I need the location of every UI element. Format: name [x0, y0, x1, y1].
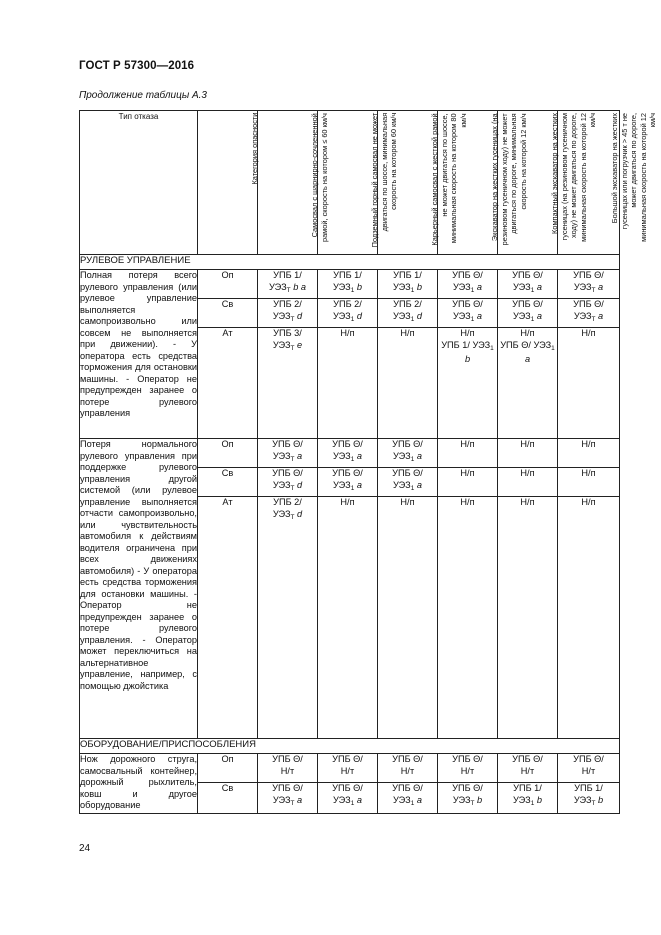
rating-primary: УПБ Θ/	[452, 754, 483, 764]
rating-secondary: УЭЗ	[573, 310, 592, 321]
table-caption: Продолжение таблицы А.3	[79, 90, 207, 101]
failure-description: Нож дорожного струга, самосвальный контейнер, дорожный рыхлитель, ковш и другое оборудование	[80, 754, 198, 814]
rating-primary: УПБ Θ/	[332, 783, 363, 793]
rating-letter: b	[293, 281, 299, 292]
rating-primary: Н/п	[581, 439, 596, 449]
rating-primary: УПБ 2/	[273, 299, 302, 309]
rating-letter: a	[598, 281, 604, 292]
rating-subscript: 1	[410, 455, 415, 463]
hazard-category: Оп	[198, 754, 258, 783]
rating-cell	[438, 783, 498, 814]
rating-primary: УПБ 2/	[393, 299, 422, 309]
rating-subscript: 1	[410, 799, 415, 807]
rating-letter: b	[464, 354, 471, 365]
rating-primary: Н/п	[400, 497, 415, 507]
section-row	[80, 739, 620, 754]
failure-description: Потеря нормального рулевого управления при поддержке рулевого управления другой системой (или рулевое управление выполняется отчасти самопроизвольно, или чувствительность автомобиля к действиям водителя ограничена при всех движениях автомобиля) - У оператора есть средства торможения для остановки машины. - Оператор не предупрежден заранее о потере рулевого управления. - Оператор может переключиться на альтернативное управление, например, с помощью джойстика	[80, 439, 198, 739]
rating-cell	[318, 299, 378, 328]
rating-subscript: T	[591, 286, 596, 294]
hazard-category: Оп	[198, 439, 258, 468]
rating-letter: e	[297, 339, 303, 350]
rating-letter: d	[297, 310, 303, 321]
rating-primary: Н/п	[520, 497, 535, 507]
rating-primary: УПБ Θ/	[272, 754, 303, 764]
header-row	[80, 111, 620, 255]
rating-letter: a	[536, 310, 542, 321]
rating-secondary: УЭЗ	[272, 479, 291, 490]
rating-cell	[558, 497, 620, 739]
rating-subscript: T	[290, 315, 295, 323]
rating-primary: УПБ Θ/	[452, 783, 483, 793]
hazard-table	[79, 110, 658, 814]
rating-subscript: T	[591, 799, 596, 807]
rating-primary: УПБ Θ/	[392, 754, 423, 764]
rating-subscript: T	[290, 455, 295, 463]
rating-cell	[318, 754, 378, 783]
document-title: ГОСТ Р 57300—2016	[79, 60, 195, 72]
rating-primary: УПБ 2/	[333, 299, 362, 309]
header-category: Категория опасности	[198, 111, 258, 255]
rating-letter: b	[416, 281, 422, 292]
rating-cell	[378, 270, 438, 299]
rating-letter: b	[356, 281, 362, 292]
rating-primary: УПБ 3/	[273, 328, 302, 338]
rating-letter: a	[416, 794, 422, 805]
rating-secondary: УЭЗ	[513, 281, 531, 292]
rating-primary: УПБ Θ/	[452, 299, 483, 309]
rating-cell	[438, 299, 498, 328]
rating-subscript: 1	[470, 315, 475, 323]
rating-secondary: УЭЗ	[272, 339, 291, 350]
section-title: ОБОРУДОВАНИЕ/ПРИСПОСОБЛЕНИЯ	[80, 739, 620, 754]
rating-cell	[318, 328, 378, 439]
rating-cell	[378, 783, 438, 814]
rating-subscript: 1	[551, 344, 555, 352]
rating-primary: Н/п	[460, 439, 475, 449]
rating-secondary: УЭЗ	[453, 310, 471, 321]
rating-cell	[558, 754, 620, 783]
rating-letter: a	[524, 354, 531, 365]
rating-cell	[318, 468, 378, 497]
rating-secondary: УЭЗ	[333, 281, 351, 292]
rating-secondary: УЭЗ	[513, 794, 531, 805]
rating-cell	[318, 497, 378, 739]
rating-cell	[258, 270, 318, 299]
rating-subscript: T	[286, 286, 291, 294]
rating-primary: УПБ Θ/	[512, 754, 543, 764]
rating-subscript: 1	[530, 315, 535, 323]
hazard-category: Ат	[198, 497, 258, 739]
rating-secondary: УЭЗ	[272, 310, 291, 321]
rating-cell	[378, 299, 438, 328]
rating-primary: УПБ Θ/	[452, 270, 483, 280]
rating-secondary: УЭЗ	[393, 310, 411, 321]
rating-cell	[378, 328, 438, 439]
rating-cell	[378, 439, 438, 468]
rating-cell	[498, 497, 558, 739]
failure-description: Полная потеря всего рулевого управления (или рулевое управление выполняется самопроизвольно или совсем не выполняется при движении). - У оператора есть средства торможения для остановки машины. - Оператор не предупрежден заранее о потере рулевого управления	[80, 270, 198, 439]
rating-secondary: УЭЗ	[333, 310, 351, 321]
rating-subscript: T	[591, 315, 596, 323]
rating-cell	[378, 497, 438, 739]
rating-cell	[498, 270, 558, 299]
rating-cell	[258, 468, 318, 497]
rating-subscript: 1	[350, 799, 355, 807]
rating-letter: a	[356, 450, 362, 461]
rating-letter: a	[536, 281, 542, 292]
rating-primary: Н/п	[581, 468, 596, 478]
rating-primary: УПБ 2/	[273, 497, 302, 507]
rating-letter: b	[536, 794, 542, 805]
rating-cell	[438, 439, 498, 468]
rating-subscript: 1	[350, 315, 355, 323]
rating-subscript: T	[290, 344, 295, 352]
rating-secondary: УПБ Θ/ УЭЗ	[500, 339, 552, 350]
section-row	[80, 255, 620, 270]
rating-secondary: УЭЗ	[333, 450, 351, 461]
rating-subscript: T	[290, 484, 295, 492]
rating-primary: УПБ Θ/	[512, 270, 543, 280]
rating-secondary: УПБ 1/ УЭЗ	[441, 339, 491, 350]
rating-subscript: 1	[530, 799, 535, 807]
rating-secondary: Н/т	[581, 765, 596, 776]
rating-cell	[438, 468, 498, 497]
rating-secondary: УЭЗ	[393, 450, 411, 461]
rating-primary: УПБ Θ/	[573, 754, 604, 764]
rating-subscript: T	[290, 513, 295, 521]
rating-cell	[498, 754, 558, 783]
rating-secondary: Н/т	[400, 765, 415, 776]
rating-secondary: УЭЗ	[272, 794, 291, 805]
rating-cell	[258, 497, 318, 739]
header-machine-5: Компактный экскаватор на жестких гусеницах (на резиновом гусеничном ходу) не может двигаться по дороге, минимальная скорость на которой 12 км/ч	[498, 111, 558, 255]
rating-cell	[438, 497, 498, 739]
rating-subscript: 1	[410, 315, 415, 323]
rating-cell	[258, 328, 318, 439]
rating-primary: УПБ Θ/	[272, 439, 303, 449]
rating-cell	[498, 783, 558, 814]
rating-letter: d	[297, 479, 303, 490]
hazard-category: Св	[198, 468, 258, 497]
rating-primary: Н/п	[340, 497, 355, 507]
rating-primary: Н/п	[520, 328, 535, 338]
rating-primary: Н/п	[460, 328, 475, 338]
rating-secondary: УЭЗ	[453, 281, 471, 292]
rating-primary: Н/п	[581, 328, 596, 338]
rating-cell	[378, 468, 438, 497]
rating-cell	[258, 783, 318, 814]
rating-subscript: 1	[350, 484, 355, 492]
hazard-category: Св	[198, 783, 258, 814]
rating-subscript: 1	[470, 286, 475, 294]
rating-secondary: УЭЗ	[573, 794, 592, 805]
rating-subscript: T	[470, 799, 475, 807]
rating-secondary: УЭЗ	[393, 281, 411, 292]
rating-letter: a	[476, 281, 482, 292]
rating-cell	[498, 468, 558, 497]
rating-letter: d	[356, 310, 362, 321]
rating-cell	[558, 439, 620, 468]
rating-letter: b	[477, 794, 483, 805]
rating-cell	[258, 754, 318, 783]
header-machine-6: Большой экскаватор на жестких гусеницах или погрузчик > 45 т не может двигаться по дороге, минимальная скорость на которой 12 км/ч	[558, 111, 620, 255]
rating-primary: УПБ Θ/	[392, 468, 423, 478]
rating-primary: УПБ 1/	[393, 270, 422, 280]
rating-cell	[258, 299, 318, 328]
rating-primary: УПБ 1/	[273, 270, 302, 280]
rating-primary: Н/п	[340, 328, 355, 338]
rating-cell	[318, 783, 378, 814]
rating-letter: a	[416, 450, 422, 461]
rating-primary: Н/п	[400, 328, 415, 338]
rating-letter: d	[416, 310, 422, 321]
rating-secondary: УЭЗ	[393, 479, 411, 490]
rating-secondary: Н/т	[460, 765, 475, 776]
rating-cell	[378, 754, 438, 783]
header-machine-1: Самосвал с шарнирно-сочлененной рамой, скорость на котором ≤ 60 км/ч	[258, 111, 318, 255]
rating-letter: a	[356, 794, 362, 805]
section-title: РУЛЕВОЕ УПРАВЛЕНИЕ	[80, 255, 620, 270]
rating-primary: УПБ Θ/	[573, 270, 604, 280]
rating-secondary: УЭЗ	[333, 794, 351, 805]
header-machine-3: Карьерный самосвал с жесткой рамой не может двигаться по шоссе, минимальная скорость на котором 80 км/ч	[378, 111, 438, 255]
rating-subscript: 1	[530, 286, 535, 294]
rating-letter: a	[300, 281, 307, 292]
table-body	[80, 255, 620, 814]
rating-secondary: УЭЗ	[452, 794, 471, 805]
header-failure-type: Тип отказа	[80, 111, 198, 255]
rating-cell	[438, 328, 498, 439]
rating-subscript: 1	[490, 344, 494, 352]
table-row	[80, 270, 620, 299]
rating-letter: a	[356, 479, 362, 490]
rating-letter: a	[476, 310, 482, 321]
rating-secondary: УЭЗ	[268, 281, 287, 292]
header-machine-4: Экскаватор на жестких гусеницах (на резиновом гусеничном ходу) не может двигаться по дороге, минимальная скорость на которой 12 км/ч	[438, 111, 498, 255]
hazard-category: Ат	[198, 328, 258, 439]
rating-primary: УПБ Θ/	[573, 299, 604, 309]
rating-primary: Н/п	[520, 468, 535, 478]
rating-cell	[558, 783, 620, 814]
header-machine-2: Подземный горный самосвал не может двигаться по шоссе, минимальная скорость на котором 60 км/ч	[318, 111, 378, 255]
rating-primary: УПБ 1/	[513, 783, 542, 793]
rating-letter: a	[416, 479, 422, 490]
rating-secondary: УЭЗ	[333, 479, 351, 490]
page-number: 24	[79, 843, 91, 854]
rating-primary: Н/п	[581, 497, 596, 507]
rating-secondary: УЭЗ	[573, 281, 592, 292]
rating-cell	[498, 299, 558, 328]
rating-subscript: 1	[410, 286, 415, 294]
rating-cell	[558, 299, 620, 328]
rating-secondary: Н/т	[280, 765, 295, 776]
rating-secondary: УЭЗ	[272, 508, 291, 519]
rating-cell	[318, 439, 378, 468]
rating-primary: УПБ Θ/	[332, 468, 363, 478]
rating-secondary: Н/т	[340, 765, 355, 776]
rating-primary: Н/п	[460, 497, 475, 507]
rating-primary: УПБ Θ/	[272, 783, 303, 793]
rating-primary: УПБ Θ/	[332, 439, 363, 449]
rating-letter: a	[297, 450, 303, 461]
rating-cell	[558, 468, 620, 497]
rating-primary: УПБ 1/	[574, 783, 603, 793]
rating-cell	[498, 439, 558, 468]
rating-primary: УПБ Θ/	[272, 468, 303, 478]
rating-cell	[318, 270, 378, 299]
table-row	[80, 439, 620, 468]
rating-subscript: T	[290, 799, 295, 807]
table-row	[80, 754, 620, 783]
rating-primary: Н/п	[460, 468, 475, 478]
rating-letter: b	[598, 794, 604, 805]
rating-primary: УПБ 1/	[333, 270, 362, 280]
rating-letter: a	[598, 310, 604, 321]
rating-primary: Н/п	[520, 439, 535, 449]
rating-cell	[438, 754, 498, 783]
rating-secondary: УЭЗ	[393, 794, 411, 805]
rating-secondary: УЭЗ	[513, 310, 531, 321]
rating-secondary: УЭЗ	[272, 450, 291, 461]
rating-cell	[438, 270, 498, 299]
rating-primary: УПБ Θ/	[392, 439, 423, 449]
rating-cell	[558, 270, 620, 299]
rating-primary: УПБ Θ/	[392, 783, 423, 793]
rating-cell	[558, 328, 620, 439]
rating-subscript: 1	[410, 484, 415, 492]
rating-primary: УПБ Θ/	[512, 299, 543, 309]
hazard-category: Св	[198, 299, 258, 328]
hazard-category: Оп	[198, 270, 258, 299]
rating-letter: d	[297, 508, 303, 519]
rating-cell	[498, 328, 558, 439]
rating-secondary: Н/т	[520, 765, 535, 776]
rating-subscript: 1	[350, 455, 355, 463]
rating-subscript: 1	[350, 286, 355, 294]
rating-letter: a	[297, 794, 303, 805]
rating-primary: УПБ Θ/	[332, 754, 363, 764]
rating-cell	[258, 439, 318, 468]
